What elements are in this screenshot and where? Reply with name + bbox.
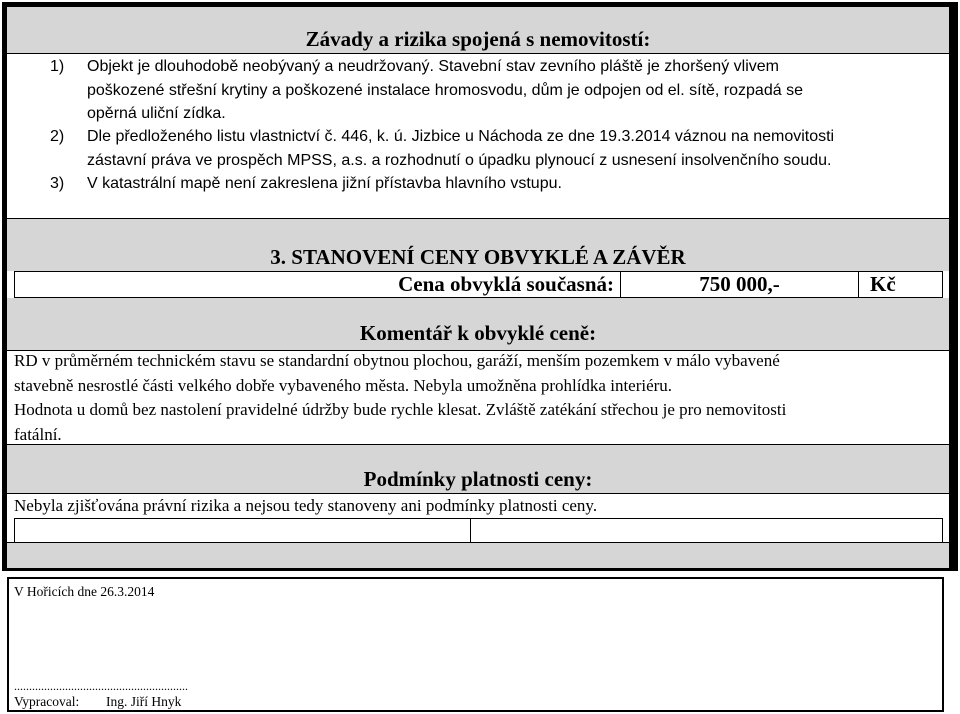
defect-2-number: 2) <box>50 128 65 145</box>
conditions-heading: Podmínky platnosti ceny: <box>363 467 593 491</box>
defect-1-line: opěrná uliční zídka. <box>87 105 226 122</box>
defect-2-text <box>87 125 947 172</box>
comment-line: fatální. <box>14 424 62 444</box>
author-name: Ing. Jiří Hnyk <box>106 694 182 709</box>
form-footer-band <box>7 542 949 568</box>
price-row-right <box>942 271 943 298</box>
place-and-date: V Hořicích dne 26.3.2014 <box>14 584 155 599</box>
defect-1-text <box>87 55 947 126</box>
price-value: 750 000,- <box>699 272 780 296</box>
author-label: Vypracoval: <box>14 694 80 709</box>
defect-2-line: zástavní práva ve prospěch MPSS, a.s. a rozhodnutí o úpadku plynoucí z usnesení insolvenčního soudu. <box>87 151 832 169</box>
comment-line: stavebně nesrostlé části velkého dobře vybaveného města. Nebyla umožněna prohlídka interiéru. <box>14 375 673 395</box>
form-border-right <box>949 2 958 570</box>
signature-line: .......................................................... <box>14 679 188 693</box>
defect-3-text: V katastrální mapě není zakreslena jižní přístavba hlavního vstupu. <box>87 175 562 192</box>
defect-3-number: 3) <box>50 175 65 192</box>
defect-1-line: Objekt je dlouhodobě neobývaný a neudržovaný. Stavební stav zevního pláště je zhoršený vlivem <box>87 58 779 75</box>
conditions-text: Nebyla zjišťována právní rizika a nejsou tedy stanoveny ani podmínky platnosti ceny. <box>14 496 598 515</box>
comment-text <box>14 349 944 447</box>
price-label: Cena obvyklá současná: <box>398 272 614 296</box>
conditions-cell-left <box>14 518 15 542</box>
conditions-cell-separator <box>470 518 471 542</box>
comment-line: Hodnota u domů bez nastolení pravidelné údržby bude rychle klesat. Zvláště zatékání střechou je pro nemovitosti <box>14 400 787 419</box>
divider <box>7 53 949 54</box>
defects-title: Závady a rizika spojená s nemovitostí: <box>305 27 651 51</box>
comment-line: RD v průměrném technickém stavu se standardní obytnou plochou, garáží, menším pozemkem v málo vybavené <box>14 351 780 370</box>
price-currency: Kč <box>870 272 896 296</box>
divider <box>7 542 949 543</box>
price-section-heading: 3. STANOVENÍ CENY OBVYKLÉ A ZÁVĚR <box>270 245 686 269</box>
defect-2-line: Dle předloženého listu vlastnictví č. 446, k. ú. Jizbice u Náchoda ze dne 19.3.2014 váznou na nemovitosti <box>87 128 835 145</box>
comment-heading: Komentář k obvyklé ceně: <box>359 321 597 345</box>
defect-1-number: 1) <box>50 58 65 75</box>
form-border-bottom <box>2 568 958 571</box>
conditions-cell-right <box>942 518 943 542</box>
defect-1-line: poškozené střešní krytiny a poškozené instalace hromosvodu, dům je odpojen od el. sítě, rozpadá se <box>87 81 803 99</box>
price-cell-separator <box>858 271 859 298</box>
conditions-row-line <box>14 518 943 519</box>
